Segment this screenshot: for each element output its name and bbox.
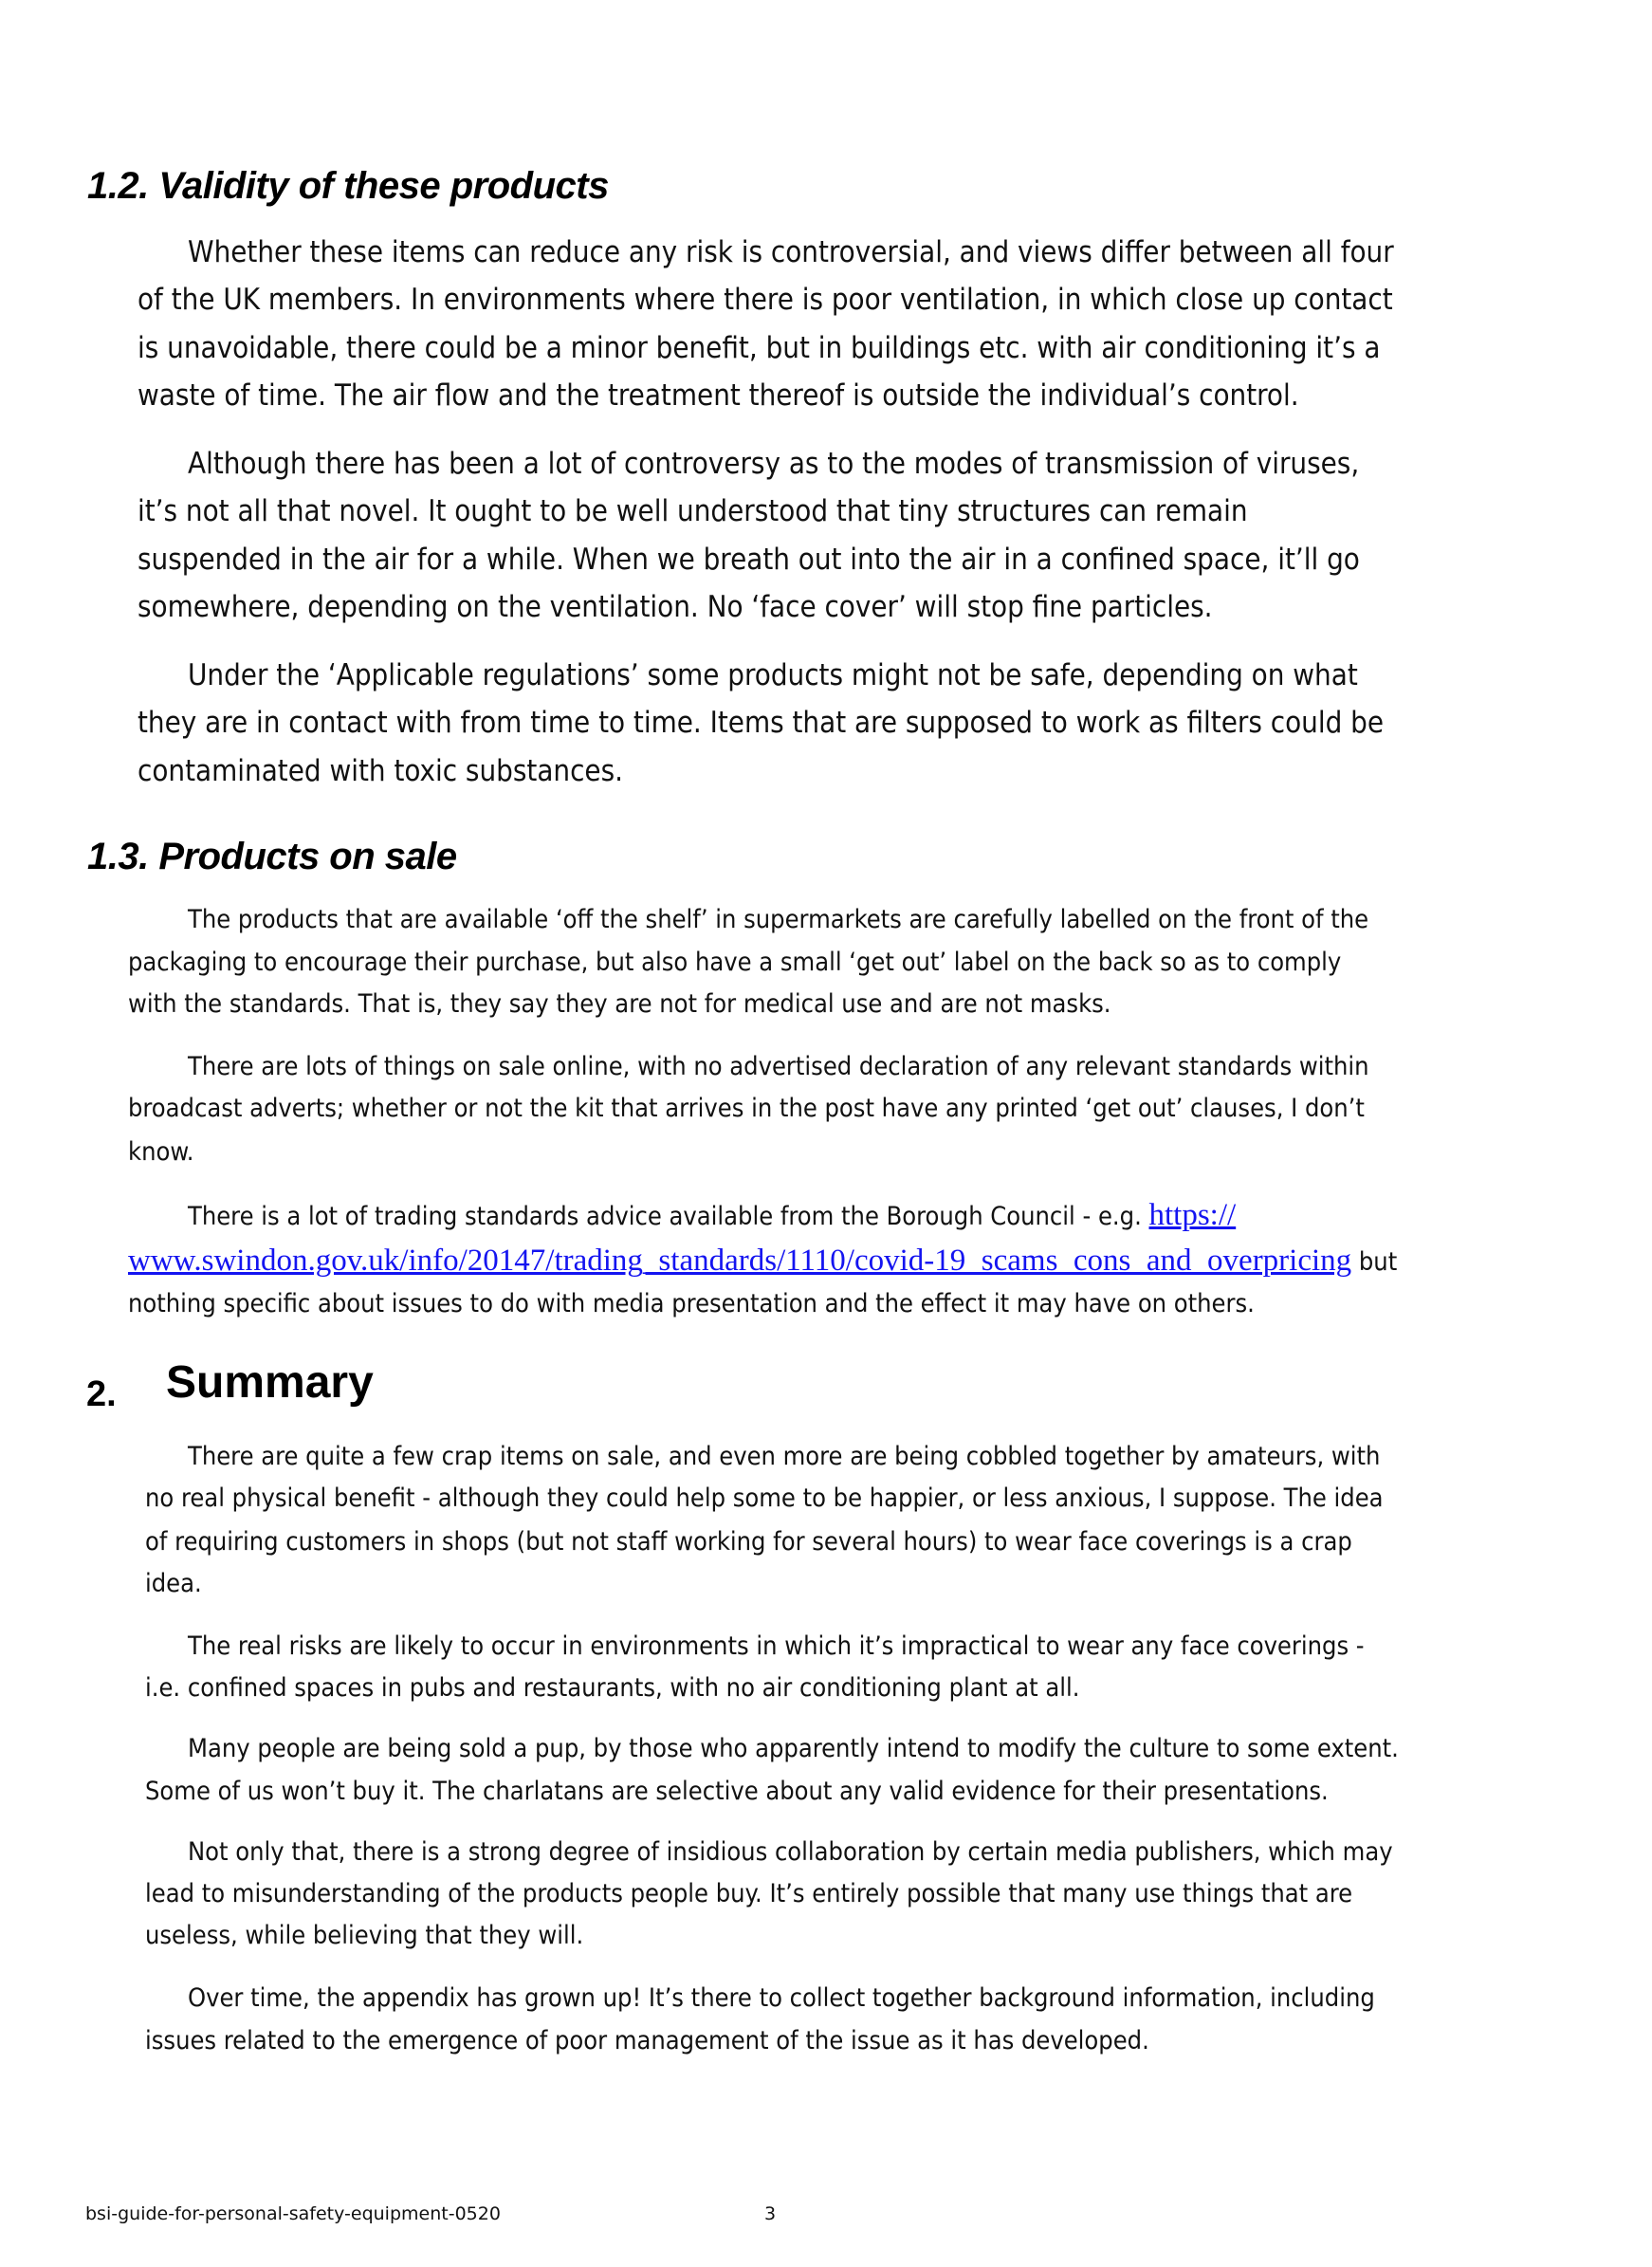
- paragraph-line: i.e. confined spaces in pubs and restaurants, with no air conditioning plant at all.: [145, 1673, 1080, 1703]
- paragraph-line: is unavoidable, there could be a minor benefit, but in buildings etc. with air conditioning it’s a: [138, 331, 1381, 365]
- paragraph-text: There is a lot of trading standards advice available from the Borough Council - e.g.: [188, 1202, 1149, 1231]
- footer-document-name: bsi-guide-for-personal-safety-equipment-0520: [85, 2203, 501, 2224]
- section-heading-2: [86, 1357, 655, 1414]
- paragraph-line: somewhere, depending on the ventilation. No ‘face cover’ will stop fine particles.: [138, 590, 1213, 624]
- paragraph-line: nothing specific about issues to do with media presentation and the effect it may have on others.: [128, 1289, 1255, 1318]
- paragraph-line: lead to misunderstanding of the products people buy. It’s entirely possible that many use things that are: [145, 1879, 1353, 1908]
- paragraph-line: of requiring customers in shops (but not staff working for several hours) to wear face coverings is a crap: [145, 1527, 1352, 1557]
- paragraph-line: know.: [128, 1137, 194, 1167]
- paragraph-line: Over time, the appendix has grown up! It’s there to collect together background information, including: [188, 1983, 1375, 2013]
- paragraph-line: packaging to encourage their purchase, but also have a small ‘get out’ label on the back so as to comply: [128, 948, 1342, 977]
- section-heading-1-3: 1.3. Products on sale: [87, 836, 457, 877]
- paragraph-line: issues related to the emergence of poor management of the issue as it has developed.: [145, 2026, 1149, 2055]
- paragraph-line: There are lots of things on sale online, with no advertised declaration of any relevant standards within: [188, 1052, 1369, 1081]
- trading-standards-link-part2[interactable]: www.swindon.gov.uk/info/20147/trading_standards/1110/covid-19_scams_cons_and_overpricing: [128, 1244, 1352, 1278]
- paragraph-line: it’s not all that novel. It ought to be well understood that tiny structures can remain: [138, 494, 1248, 528]
- paragraph-text: but: [1351, 1247, 1398, 1277]
- paragraph-line: [188, 1198, 1236, 1234]
- paragraph-line: Although there has been a lot of controversy as to the modes of transmission of viruses,: [188, 447, 1360, 481]
- paragraph-line: waste of time. The air flow and the treatment thereof is outside the individual’s control.: [138, 378, 1299, 413]
- section-title: Summary: [166, 1357, 374, 1408]
- paragraph-line: with the standards. That is, they say they are not for medical use and are not masks.: [128, 989, 1111, 1019]
- paragraph-line: Not only that, there is a strong degree of insidious collaboration by certain media publishers, which may: [188, 1837, 1393, 1867]
- paragraph-line: useless, while believing that they will.: [145, 1921, 584, 1950]
- paragraph-line: broadcast adverts; whether or not the kit that arrives in the post have any printed ‘get out’ clauses, I don’t: [128, 1094, 1365, 1123]
- trading-standards-link-part1[interactable]: https://: [1148, 1198, 1237, 1232]
- paragraph-line: suspended in the air for a while. When we breath out into the air in a confined space, it’ll go: [138, 543, 1360, 577]
- paragraph-line: they are in contact with from time to time. Items that are supposed to work as filters could be: [138, 706, 1385, 740]
- paragraph-line: The real risks are likely to occur in environments in which it’s impractical to wear any face coverings -: [188, 1631, 1365, 1661]
- paragraph-line: There are quite a few crap items on sale, and even more are being cobbled together by amateurs, with: [188, 1442, 1381, 1471]
- paragraph-line: idea.: [145, 1569, 202, 1598]
- paragraph-line: Many people are being sold a pup, by those who apparently intend to modify the culture to some extent.: [188, 1734, 1399, 1763]
- paragraph-line: Under the ‘Applicable regulations’ some products might not be safe, depending on what: [188, 658, 1358, 692]
- paragraph-line: no real physical benefit - although they could help some to be happier, or less anxious, I suppose. The idea: [145, 1484, 1384, 1513]
- paragraph-line: Whether these items can reduce any risk is controversial, and views differ between all four: [188, 235, 1394, 269]
- paragraph-line: The products that are available ‘off the shelf’ in supermarkets are carefully labelled on the front of the: [188, 905, 1369, 934]
- paragraph-line: [128, 1244, 1397, 1280]
- paragraph-line: Some of us won’t buy it. The charlatans are selective about any valid evidence for their presentations.: [145, 1777, 1329, 1806]
- paragraph-line: contaminated with toxic substances.: [138, 754, 623, 788]
- section-number: 2.: [86, 1374, 117, 1414]
- section-heading-1-2: 1.2. Validity of these products: [87, 165, 609, 207]
- paragraph-line: of the UK members. In environments where there is poor ventilation, in which close up contact: [138, 283, 1393, 317]
- footer-page-number: 3: [764, 2203, 777, 2224]
